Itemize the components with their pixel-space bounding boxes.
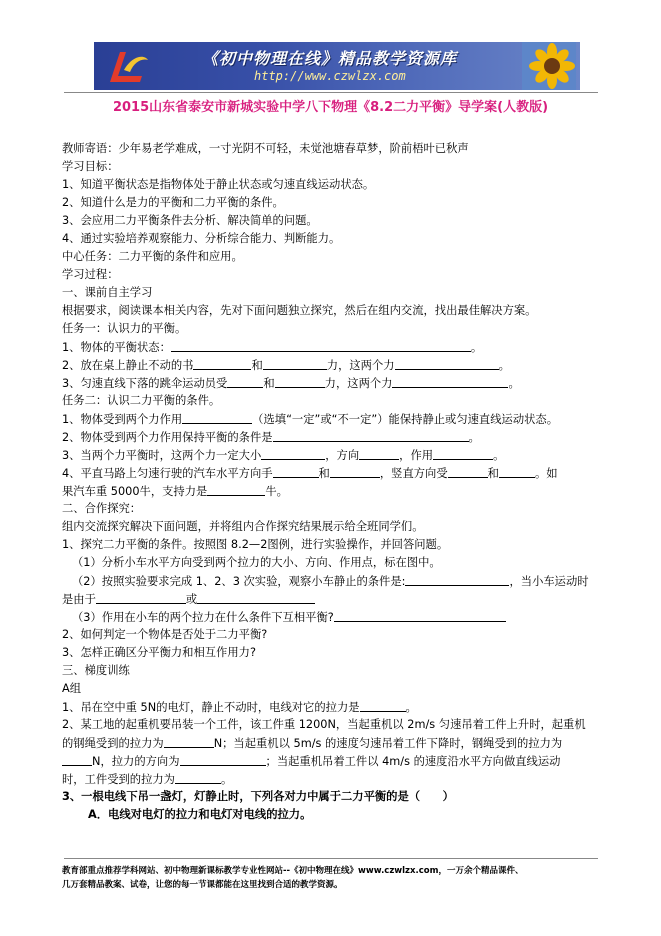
explore-1-3 — [72, 610, 506, 625]
answer-blank[interactable] — [433, 448, 493, 460]
footer-line-2: 几万套精品教案、试卷，让您的每一节课都能在这里找到合适的教学资源。 — [62, 880, 343, 890]
answer-blank[interactable] — [273, 466, 319, 478]
inline-text: 牛。 — [265, 485, 288, 498]
answer-blank[interactable] — [182, 412, 252, 424]
explore-1-2 — [72, 574, 589, 589]
section-1-heading: 一、课前自主学习 — [62, 286, 153, 299]
answer-blank[interactable] — [197, 592, 315, 604]
task-1-heading: 任务一：认识力的平衡。 — [62, 322, 187, 335]
answer-blank[interactable] — [207, 484, 265, 496]
page-footer — [62, 864, 602, 892]
objective-2: 2、知道什么是力的平衡和二力平衡的条件。 — [62, 196, 284, 209]
objectives-heading: 学习目标： — [62, 160, 119, 173]
answer-blank[interactable] — [263, 358, 327, 370]
exercise-1-text: 1、吊在空中重 5N的电灯，静止不动时，电线对它的拉力是 — [62, 701, 360, 714]
answer-blank[interactable] — [330, 466, 380, 478]
answer-blank[interactable] — [359, 448, 399, 460]
inline-text: 和 — [318, 467, 330, 480]
objective-3: 3、会应用二力平衡条件去分析、解决简单的问题。 — [62, 214, 318, 227]
sunflower-icon — [522, 42, 576, 90]
site-banner — [94, 42, 580, 90]
task-1-q3-text: 3、匀速直线下落的跳伞运动员受 — [62, 377, 228, 390]
explore-2: 2、如何判定一个物体是否处于二力平衡? — [62, 628, 268, 641]
answer-blank[interactable] — [261, 448, 325, 460]
group-a-heading: A组 — [62, 682, 82, 695]
task-1-q3 — [62, 376, 520, 391]
exercise-2-line4 — [62, 772, 232, 787]
header-rule — [64, 92, 598, 93]
exercise-2-line4-text: 时，工件受到的拉力为 — [62, 773, 175, 786]
objective-1: 1、知道平衡状态是指物体处于静止状态或匀速直线运动状态。 — [62, 178, 375, 191]
inline-text: 。如 — [534, 467, 558, 480]
exercise-2: 2、某工地的起重机要吊装一个工件，该工件重 1200N，当起重机以 2m/s 匀速吊着工件上升时，起重机 — [62, 718, 586, 731]
inline-text: 和 — [263, 377, 275, 390]
task-2-q2-text: 2、物体受到两个力作用保持平衡的条件是 — [62, 431, 273, 444]
punct: 。 — [493, 449, 505, 462]
banner-url: http://www.czwlzx.com — [254, 69, 406, 83]
exercise-3-option-a: A．电线对电灯的拉力和电灯对电线的拉力。 — [88, 808, 312, 821]
explore-1-3-text: （3）作用在小车的两个拉力在什么条件下互相平衡? — [72, 611, 334, 624]
answer-blank[interactable] — [273, 430, 469, 442]
teacher-message: 教师寄语：少年易老学难成，一寸光阴不可轻，未觉池塘春草梦，阶前梧叶已秋声 — [62, 142, 469, 155]
inline-text: 力，这两个力 — [324, 377, 393, 390]
inline-text: ，作用 — [399, 449, 434, 462]
answer-blank[interactable] — [193, 358, 251, 370]
task-1-q2-text: 2、放在桌上静止不动的书 — [62, 359, 194, 372]
exercise-2-line2-text: 的钢绳受到的拉力为 — [62, 737, 164, 750]
answer-blank[interactable] — [175, 772, 221, 784]
explore-1: 1、探究二力平衡的条件。按照图 8.2—2图例，进行实验操作，并回答问题。 — [62, 538, 449, 551]
task-1-q1-text: 1、物体的平衡状态： — [62, 341, 171, 354]
punct: 。 — [220, 773, 233, 786]
answer-blank[interactable] — [360, 700, 406, 712]
answer-blank[interactable] — [499, 466, 535, 478]
punct: 。 — [405, 701, 417, 714]
task-1-q1 — [62, 340, 482, 355]
exercise-1 — [62, 700, 417, 715]
section-2-intro: 组内交流探究解决下面问题，并将组内合作探究结果展示给全班同学们。 — [62, 520, 424, 533]
answer-blank[interactable] — [275, 376, 325, 388]
answer-blank[interactable] — [62, 754, 92, 766]
task-2-heading: 任务二：认识二力平衡的条件。 — [62, 394, 221, 407]
task-2-q3 — [62, 448, 504, 463]
exercise-2-line3 — [62, 754, 560, 769]
inline-text: ，竖直方向受 — [379, 467, 448, 480]
punct: 。 — [508, 377, 520, 390]
answer-blank[interactable] — [96, 592, 186, 604]
explore-1-1: （1）分析小车水平方向受到两个拉力的大小、方向、作用点，标在图中。 — [72, 556, 441, 569]
explore-1-2-cont — [62, 592, 315, 607]
answer-blank[interactable] — [164, 736, 214, 748]
section-1-intro: 根据要求，阅读课本相关内容，先对下面问题独立探究，然后在组内交流，找出最佳解决方案。 — [62, 304, 537, 317]
site-logo-icon — [102, 46, 152, 86]
inline-text: （选填“一定”或“不一定”）能保持静止或匀速直线运动状态。 — [252, 413, 559, 426]
answer-blank[interactable] — [334, 610, 506, 622]
banner-title: 《初中物理在线》精品教学资源库 — [202, 49, 458, 68]
answer-blank[interactable] — [395, 358, 499, 370]
punct: 。 — [468, 431, 480, 444]
answer-blank[interactable] — [448, 466, 488, 478]
inline-text: N；当起重机以 5m/s 的速度匀速吊着工件下降时，钢绳受到的拉力为 — [213, 737, 563, 750]
section-2-heading: 二、合作探究： — [62, 502, 142, 515]
explore-3: 3、怎样正确区分平衡力和相互作用力? — [62, 646, 256, 659]
inline-text: 和 — [487, 467, 499, 480]
task-2-q1-text: 1、物体受到两个力作用 — [62, 413, 183, 426]
task-1-q2 — [62, 358, 510, 373]
exercise-2-line3-text: N，拉力的方向为 — [92, 755, 180, 768]
central-task: 中心任务：二力平衡的条件和应用。 — [62, 250, 243, 263]
exercise-2-line2 — [62, 736, 562, 751]
process-heading: 学习过程： — [62, 268, 119, 281]
answer-blank[interactable] — [405, 574, 509, 586]
answer-blank[interactable] — [392, 376, 508, 388]
inline-text: 力，这两个力 — [326, 359, 395, 372]
section-3-heading: 三、梯度训练 — [62, 664, 130, 677]
exercise-3: 3、一根电线下吊一盏灯，灯静止时，下列各对力中属于二力平衡的是（ ） — [62, 790, 454, 803]
inline-text: ，方向 — [325, 449, 360, 462]
task-2-q4-text: 4、平直马路上匀速行驶的汽车水平方向手 — [62, 467, 273, 480]
task-2-q2 — [62, 430, 480, 445]
footer-rule — [64, 858, 598, 859]
explore-1-2-cont-text: 是由于 — [62, 593, 96, 606]
answer-blank[interactable] — [180, 754, 266, 766]
inline-text: ；当起重机吊着工件以 4m/s 的速度沿水平方向做直线运动 — [265, 755, 561, 768]
inline-text: ，当小车运动时 — [509, 575, 589, 588]
task-2-q4-cont-text: 果汽车重 5000牛，支持力是 — [62, 485, 208, 498]
punct: 。 — [470, 341, 483, 354]
task-2-q4 — [62, 466, 558, 481]
document-title: 2015山东省泰安市新城实验中学八下物理《8.2二力平衡》导学案(人教版) — [112, 100, 549, 115]
inline-text: 和 — [251, 359, 263, 372]
footer-line-1: 教育部重点推荐学科网站、初中物理新课标教学专业性网站--《初中物理在线》www.czwlzx.com，一万余个精品课件、 — [62, 866, 524, 876]
task-2-q4-cont — [62, 484, 288, 499]
answer-blank[interactable] — [171, 340, 471, 352]
objective-4: 4、通过实验培养观察能力、分析综合能力、判断能力。 — [62, 232, 341, 245]
inline-text: 或 — [185, 593, 198, 606]
answer-blank[interactable] — [227, 376, 263, 388]
task-2-q3-text: 3、当两个力平衡时，这两个力一定大小 — [62, 449, 262, 462]
explore-1-2-text: （2）按照实验要求完成 1、2、3 次实验，观察小车静止的条件是: — [72, 575, 406, 588]
punct: 。 — [498, 359, 510, 372]
task-2-q1 — [62, 412, 558, 427]
